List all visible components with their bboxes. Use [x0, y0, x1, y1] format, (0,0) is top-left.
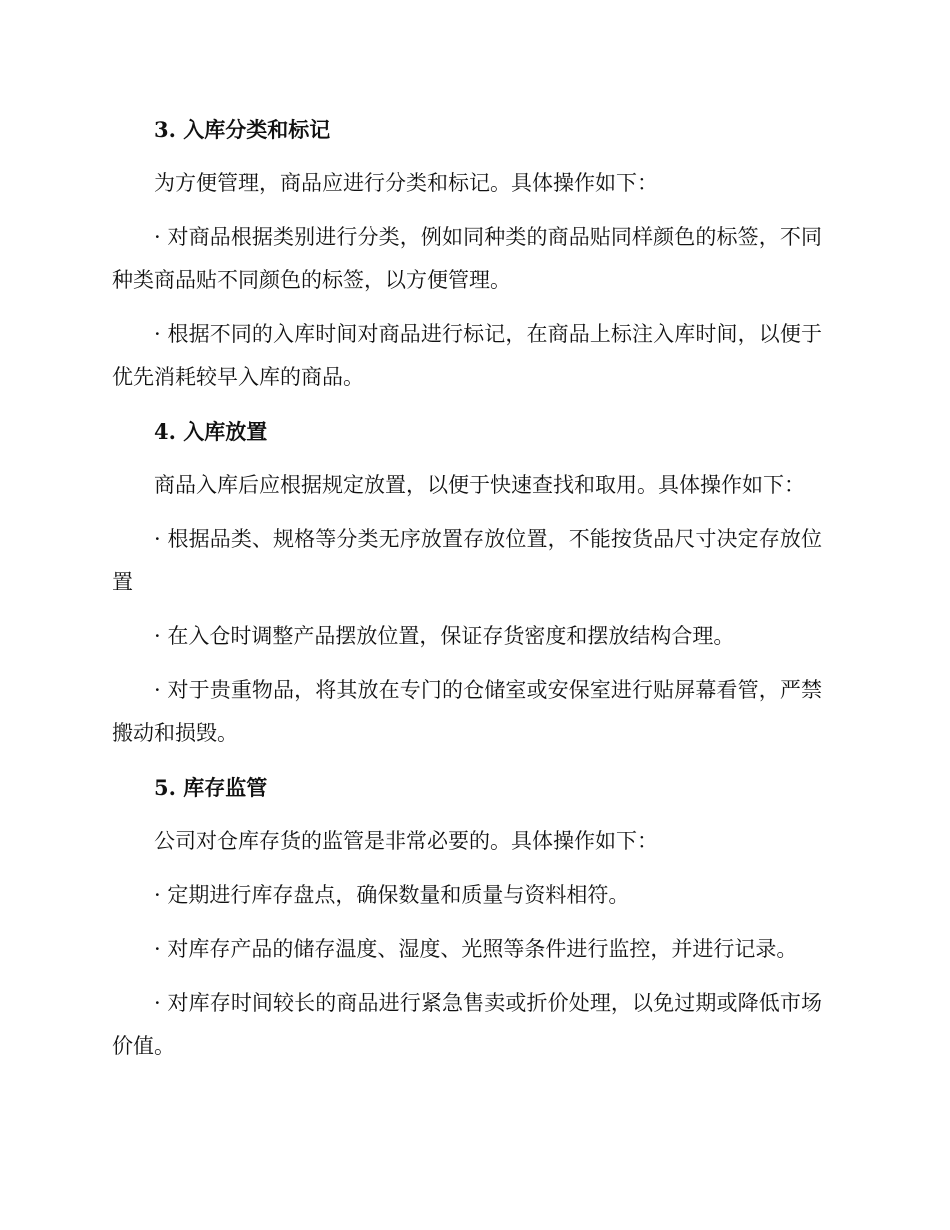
list-item: · 在入仓时调整产品摆放位置，保证存货密度和摆放结构合理。	[154, 624, 735, 648]
section-3	[112, 108, 822, 399]
section-heading: 3. 入库分类和标记	[154, 117, 331, 142]
list-item: · 根据品类、规格等分类无序放置存放位置，不能按货品尺寸决定存放位置	[112, 527, 822, 594]
list-item: · 对库存时间较长的商品进行紧急售卖或折价处理，以免过期或降低市场价值。	[112, 991, 822, 1058]
section-heading: 4. 入库放置	[154, 419, 268, 444]
list-item: · 根据不同的入库时间对商品进行标记，在商品上标注入库时间，以便于优先消耗较早入库的商品。	[112, 322, 822, 389]
section-4	[112, 410, 822, 755]
section-intro: 公司对仓库存货的监管是非常必要的。具体操作如下：	[154, 829, 658, 853]
section-heading: 5. 库存监管	[154, 775, 268, 800]
list-item: · 对商品根据类别进行分类，例如同种类的商品贴同样颜色的标签，不同种类商品贴不同颜色的标签，以方便管理。	[112, 225, 822, 292]
list-item: · 定期进行库存盘点，确保数量和质量与资料相符。	[154, 883, 630, 907]
section-5	[112, 766, 822, 1068]
section-intro: 为方便管理，商品应进行分类和标记。具体操作如下：	[154, 171, 658, 195]
list-item: · 对于贵重物品，将其放在专门的仓储室或安保室进行贴屏幕看管，严禁搬动和损毁。	[112, 678, 822, 745]
section-intro: 商品入库后应根据规定放置，以便于快速查找和取用。具体操作如下：	[154, 473, 805, 497]
document-page	[112, 108, 822, 1079]
list-item: · 对库存产品的储存温度、湿度、光照等条件进行监控，并进行记录。	[154, 937, 798, 961]
